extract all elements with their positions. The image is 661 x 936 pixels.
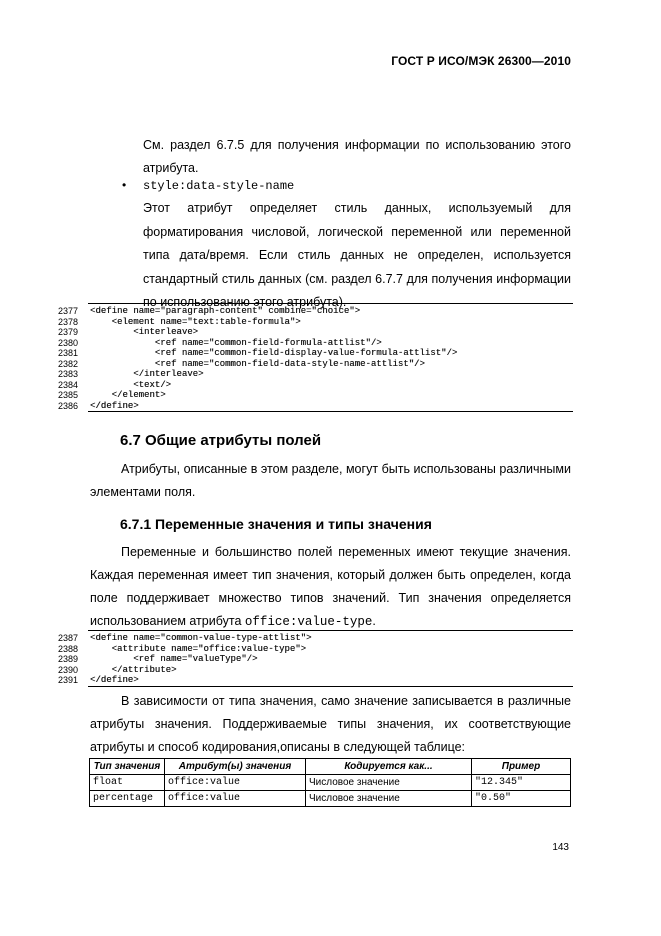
code-line: <ref name="valueType"/> — [90, 654, 258, 664]
line-number: 2377 — [57, 306, 78, 316]
page-number: 143 — [552, 842, 569, 853]
code-line: <interleave> — [90, 327, 199, 337]
table-cell: "12.345" — [472, 775, 571, 791]
table-cell: office:value — [165, 775, 306, 791]
table-header-cell: Атрибут(ы) значения — [165, 759, 306, 775]
table-header-row — [90, 759, 571, 775]
table-cell: percentage — [90, 791, 165, 807]
line-number: 2378 — [57, 316, 78, 327]
table-row — [90, 791, 571, 807]
table-header-cell: Кодируется как... — [306, 759, 472, 775]
code-line: <ref name="common-field-display-value-formula-attlist"/> — [90, 348, 458, 358]
paragraph-section-6-7-1 — [90, 541, 571, 634]
line-number: 2381 — [57, 348, 78, 358]
code-line-numbers-2 — [52, 633, 78, 686]
paragraph-end: . — [372, 614, 376, 628]
line-number: 2391 — [57, 675, 78, 685]
line-number: 2390 — [57, 664, 78, 675]
section-heading-6-7: 6.7 Общие атрибуты полей — [120, 432, 322, 449]
code-line: <ref name="common-field-data-style-name-attlist"/> — [90, 358, 425, 369]
table-cell: office:value — [165, 791, 306, 807]
value-types-table — [89, 758, 571, 807]
line-number: 2387 — [57, 633, 78, 643]
line-number: 2380 — [57, 337, 78, 348]
paragraph-see-section: См. раздел 6.7.5 для получения информации по использованию этого атрибута. — [143, 138, 571, 175]
table-header-cell: Тип значения — [90, 759, 165, 775]
code-line: <text/> — [90, 379, 172, 390]
inline-code-value-type: office:value-type — [244, 615, 373, 629]
table-cell: "0.50" — [472, 791, 571, 807]
line-number: 2385 — [57, 390, 78, 400]
line-number: 2382 — [57, 358, 78, 369]
code-line: </define> — [90, 675, 139, 685]
paragraph-attribute-description: Этот атрибут определяет стиль данных, используемый для форматирования числовой, логической переменной или переменной типа дата/время. Если стиль данных не определен, используется стандартный стиль данных (см. раздел 6.7.7 для получения информации по использованию этого атрибута). — [143, 201, 571, 309]
code-block-2 — [88, 630, 573, 687]
line-number: 2386 — [57, 400, 78, 411]
code-line: <element name="text:table-formula"> — [90, 316, 301, 327]
line-number: 2384 — [57, 379, 78, 390]
line-number: 2379 — [57, 327, 78, 337]
line-number: 2389 — [57, 654, 78, 664]
code-line: </element> — [90, 390, 166, 400]
table-header-cell: Пример — [472, 759, 571, 775]
table-cell: Числовое значение — [306, 775, 472, 791]
code-block-1 — [88, 303, 573, 412]
code-line: </define> — [90, 400, 139, 411]
paragraph-value-types: В зависимости от типа значения, само значение записывается в различные атрибуты значения. Поддерживаемые типы значения, их соответствующие атрибуты и способ кодирования,описаны в следующей таблице: — [90, 694, 571, 754]
paragraph-section-6-7: Атрибуты, описанные в этом разделе, могут быть использованы различными элементами поля. — [90, 462, 571, 499]
table-cell: Числовое значение — [306, 791, 472, 807]
table-cell: float — [90, 775, 165, 791]
code-line: </attribute> — [90, 664, 177, 675]
code-line-numbers-1 — [52, 306, 78, 411]
code-line: <attribute name="office:value-type"> — [90, 643, 307, 654]
code-line: </interleave> — [90, 369, 204, 379]
code-line: <define name="common-value-type-attlist"> — [90, 633, 312, 643]
bullet-marker: • — [122, 178, 127, 192]
code-line: <define name="paragraph-content" combine="choice"> — [90, 306, 361, 316]
code-line: <ref name="common-field-formula-attlist"/> — [90, 337, 382, 348]
paragraph-text: Переменные и большинство полей переменных имеют текущие значения. Каждая переменная имеет тип значения, который должен быть определен, когда поле поддерживает множество типов значений. Тип значения определяется использованием атрибута — [90, 545, 571, 628]
line-number: 2383 — [57, 369, 78, 379]
section-heading-6-7-1: 6.7.1 Переменные значения и типы значения — [120, 516, 432, 532]
table-row — [90, 775, 571, 791]
line-number: 2388 — [57, 643, 78, 654]
document-header: ГОСТ Р ИСО/МЭК 26300—2010 — [391, 54, 571, 68]
bullet-attribute-name: style:data-style-name — [143, 179, 295, 193]
